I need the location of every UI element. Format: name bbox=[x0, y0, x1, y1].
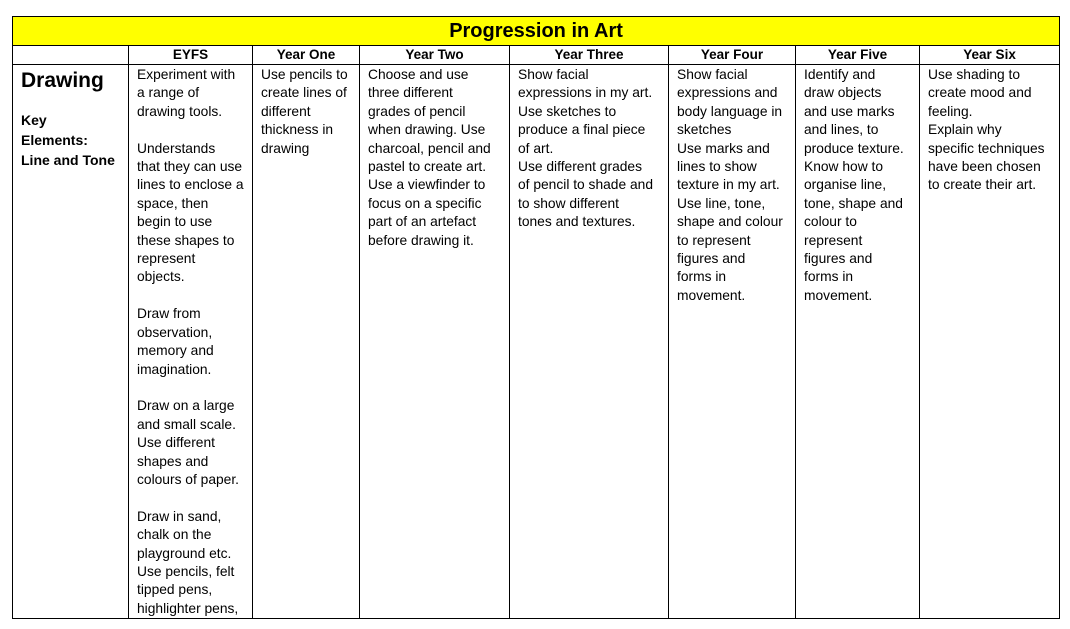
cell-year-six bbox=[920, 65, 1060, 619]
header-year-five: Year Five bbox=[796, 46, 920, 65]
cell-text: Show facial expressions and body language in sketches Use marks and lines to show texture in my art. Use line, tone, shape and colour to represent figures and forms in movement. bbox=[677, 67, 783, 303]
cell-year-five bbox=[796, 65, 920, 619]
header-year-six: Year Six bbox=[920, 46, 1060, 65]
cell-text: Experiment with a range of drawing tools. Understands that they can use lines to enclose a space, then begin to use these shapes to represent objects. Draw from observation, memory and imagination. Draw on a large and small scale. Use different shapes and colours of paper. Draw in sand, chalk on the playground etc. Use pencils, felt tipped pens, highlighter pens, bbox=[137, 67, 244, 616]
table-row bbox=[13, 65, 1060, 619]
header-eyfs: EYFS bbox=[129, 46, 253, 65]
title-row bbox=[13, 17, 1060, 46]
cell-year-four bbox=[669, 65, 796, 619]
header-year-three: Year Three bbox=[510, 46, 669, 65]
cell-text: Identify and draw objects and use marks and lines, to produce texture. Know how to organise line, tone, shape and colour to represent figures and forms in movement. bbox=[804, 67, 904, 303]
header-year-two: Year Two bbox=[360, 46, 510, 65]
cell-eyfs bbox=[129, 65, 253, 619]
key-elements-label: Key Elements: Line and Tone bbox=[21, 112, 115, 168]
subject-heading: Drawing bbox=[21, 69, 104, 92]
cell-text: Show facial expressions in my art. Use sketches to produce a final piece of art. Use different grades of pencil to shade and to show different tones and textures. bbox=[518, 67, 654, 230]
cell-text: Use shading to create mood and feeling. Explain why specific techniques have been chosen to create their art. bbox=[928, 67, 1045, 193]
row-heading-cell bbox=[13, 65, 129, 619]
cell-text: Choose and use three different grades of pencil when drawing. Use charcoal, pencil and pastel to create art. Use a viewfinder to focus on a specific part of an artefact before drawing it. bbox=[368, 67, 491, 248]
cell-year-two bbox=[360, 65, 510, 619]
page-title: Progression in Art bbox=[13, 17, 1060, 46]
cell-text: Use pencils to create lines of different thickness in drawing bbox=[261, 67, 348, 156]
progression-document bbox=[12, 16, 1059, 616]
header-blank bbox=[13, 46, 129, 65]
cell-year-three bbox=[510, 65, 669, 619]
header-row bbox=[13, 46, 1060, 65]
header-year-one: Year One bbox=[253, 46, 360, 65]
header-year-four: Year Four bbox=[669, 46, 796, 65]
progression-table bbox=[12, 16, 1060, 619]
cell-year-one bbox=[253, 65, 360, 619]
